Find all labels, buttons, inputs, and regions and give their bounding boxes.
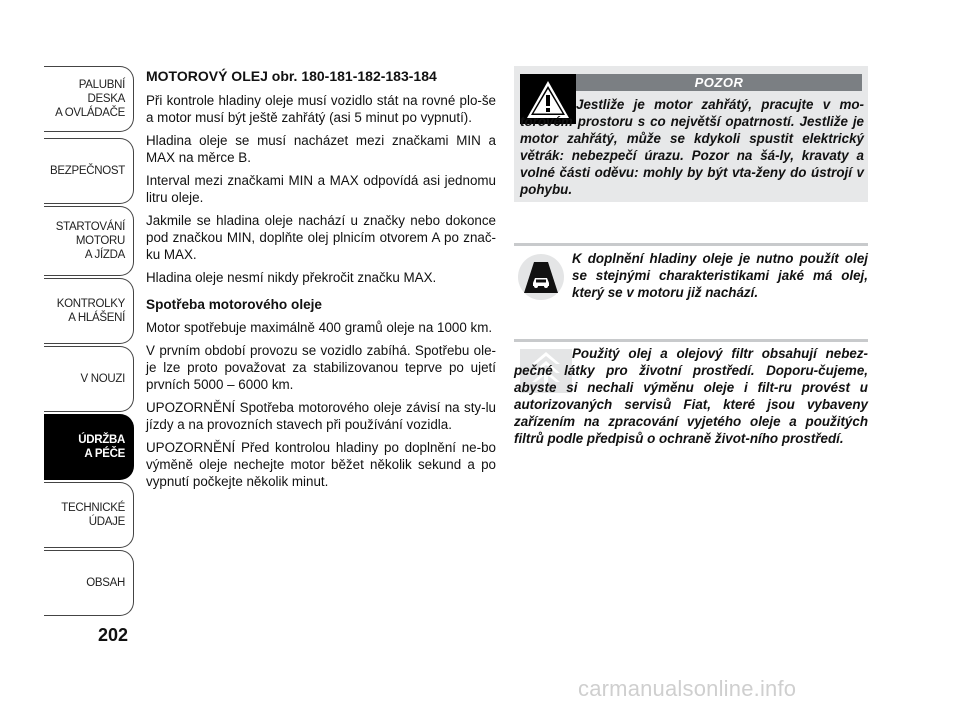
tab-label: TECHNICKÉ ÚDAJE: [61, 502, 125, 528]
paragraph: Jakmile se hladina oleje nachází u značky nebo dokonce pod značkou MIN, doplňte olej plnicím otvorem A po znač-ku MAX.: [146, 213, 496, 262]
tab-label: V NOUZI: [80, 373, 125, 385]
tab-label: STARTOVÁNÍ MOTORU A JÍZDA: [55, 221, 125, 261]
tab-obsah[interactable]: [44, 550, 134, 616]
tab-kontrolky[interactable]: [44, 278, 134, 344]
tab-label: BEZPEČNOST: [50, 165, 125, 177]
divider: [514, 243, 868, 246]
tab-label: KONTROLKY A HLÁŠENÍ: [56, 298, 125, 324]
paragraph: Při kontrole hladiny oleje musí vozidlo stát na rovné plo-še a motor musí být ještě zahřátý (asi 5 minut po vypnutí).: [146, 93, 496, 125]
tab-label: PALUBNÍ DESKA A OVLÁDAČE: [55, 79, 125, 119]
section-heading: [146, 68, 496, 85]
tab-v-nouzi[interactable]: [44, 346, 134, 412]
environment-text: Použitý olej a olejový filtr obsahují nebez-pečné látky pro životní prostředí. Doporu-čujeme, abyste si nechali výměnu oleje i filt-ru provést u autorizovaných servisů Fiat, které jsou vybaveny zařízením na zpracování vyjetého oleje a použitých filtrů podle předpisů o ochraně život-ního prostředí.: [514, 346, 868, 446]
tab-startovani-motoru[interactable]: [44, 206, 134, 276]
tip-box: [514, 250, 868, 304]
warning-text: Jestliže je motor zahřátý, pracujte v mo-torovém prostoru s co největší opatrností. Jestliže je motor zahřátý, může se kdykoli spustit elektrický větrák: nebezpečí úrazu. Pozor na šá-ly, kravaty a volné části oděvu: mohly by být vta-ženy do ústrojí v pohybu.: [520, 97, 864, 197]
tip-text: K doplnění hladiny oleje je nutno použít olej se stejnými charakteristikami jaké má olej, který se v motoru již nachází.: [572, 251, 868, 300]
car-tip-icon: [518, 254, 564, 300]
tab-udrzba-a-pece[interactable]: [44, 414, 134, 480]
paragraph: UPOZORNĚNÍ Před kontrolou hladiny po doplnění ne-bo výměně oleje nechejte motor běžet několik sekund a po vypnutí počkejte několik minut.: [146, 440, 496, 489]
figure-reference: obr. 180-181-182-183-184: [271, 68, 437, 84]
paragraph: V prvním období provozu se vozidlo zabíhá. Spotřebu ole-je lze proto považovat za stabilizovanou teprve po ujetí prvních 5000 – 6000 km.: [146, 343, 496, 392]
tab-bezpecnost[interactable]: [44, 138, 134, 204]
watermark: carmanualsonline.info: [578, 676, 797, 701]
tab-label: OBSAH: [86, 577, 125, 589]
page-number: 202: [98, 625, 129, 645]
paragraph: Interval mezi značkami MIN a MAX odpovídá asi jednomu litru oleje.: [146, 173, 496, 205]
main-column: [146, 68, 496, 496]
heading-title: MOTOROVÝ OLEJ: [146, 68, 268, 84]
paragraph: Motor spotřebuje maximálně 400 gramů oleje na 1000 km.: [146, 320, 493, 335]
paragraph: UPOZORNĚNÍ Spotřeba motorového oleje závisí na sty-lu jízdy a na provozních stavech při používání vozidla.: [146, 400, 496, 432]
tab-technicke-udaje[interactable]: [44, 482, 134, 548]
paragraph: Hladina oleje se musí nacházet mezi značkami MIN a MAX na měrce B.: [146, 133, 496, 165]
tab-label: ÚDRŽBA A PÉČE: [78, 434, 125, 460]
warning-box: [514, 66, 868, 202]
warning-title: POZOR: [576, 74, 862, 91]
subsection-heading: Spotřeba motorového oleje: [146, 297, 322, 312]
tab-palubni-deska[interactable]: [44, 66, 134, 132]
paragraph: Hladina oleje nesmí nikdy překročit značku MAX.: [146, 270, 437, 285]
divider: [514, 339, 868, 342]
